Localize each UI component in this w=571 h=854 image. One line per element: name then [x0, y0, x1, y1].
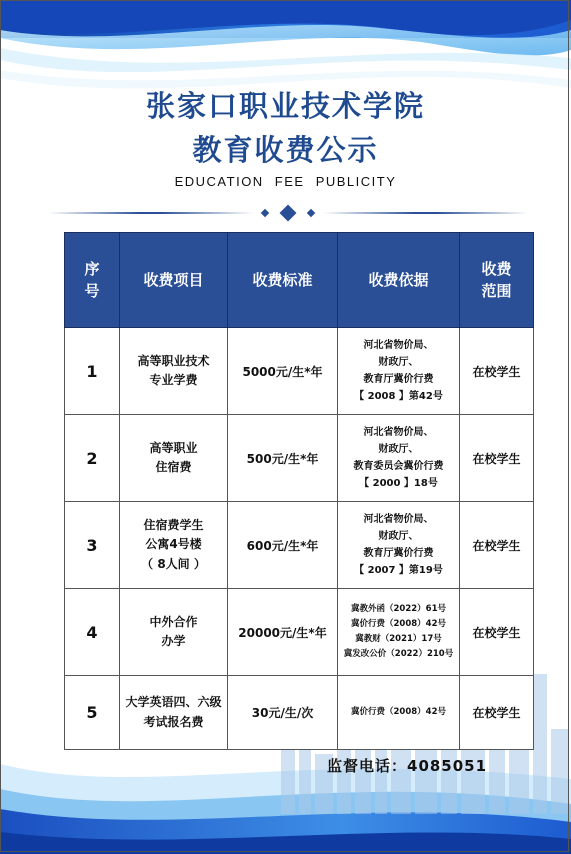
fee-basis-line: 冀价行费（2008）42号 [351, 707, 446, 718]
fee-basis [338, 328, 460, 415]
fee-item-line: 公寓4号楼 [145, 537, 202, 552]
fee-basis-line: 冀价行费（2008）42号 [351, 619, 446, 630]
fee-item-line: 高等职业 [149, 440, 198, 455]
fee-item-line: 高等职业技术 [137, 353, 210, 368]
fee-basis-line: 【 2008 】第42号 [354, 391, 443, 402]
row-number: 2 [65, 415, 120, 502]
fee-standard: 600元/生*年 [228, 502, 338, 589]
fee-standard: 5000元/生*年 [228, 328, 338, 415]
fee-item-line: 中外合作 [149, 614, 198, 629]
fee-item-line: 专业学费 [149, 373, 198, 387]
table-row [65, 676, 534, 750]
fee-basis-line: 【 2007 】第19号 [354, 565, 443, 576]
row-number: 1 [65, 328, 120, 415]
fee-item-line: 办学 [161, 634, 186, 648]
fee-basis-line: 【 2000 】18号 [359, 478, 438, 489]
fee-standard: 500元/生*年 [228, 415, 338, 502]
header-scope-line1: 收费 [481, 259, 512, 278]
fee-basis-line: 冀教外函（2022）61号 [351, 604, 446, 615]
fee-item-line: 住宿费学生 [143, 518, 204, 533]
header-basis: 收费依据 [338, 233, 460, 328]
fee-basis [338, 502, 460, 589]
fee-standard: 20000元/生*年 [228, 589, 338, 676]
fee-scope: 在校学生 [460, 502, 534, 589]
fee-basis-line: 河北省物价局、 [363, 427, 434, 438]
fee-item [120, 589, 228, 676]
fee-item [120, 328, 228, 415]
fee-basis [338, 415, 460, 502]
fee-item [120, 676, 228, 750]
fee-basis-line: 财政厅、 [378, 357, 419, 368]
supervision-hotline: 监督电话：4085051 [327, 757, 488, 775]
fee-scope: 在校学生 [460, 676, 534, 750]
fee-item [120, 502, 228, 589]
fee-item-line: （ 8人间 ） [141, 556, 206, 571]
row-number: 5 [65, 676, 120, 750]
row-number: 4 [65, 589, 120, 676]
fee-basis [338, 589, 460, 676]
fee-basis-line: 教育厅冀价行费 [363, 548, 434, 559]
fee-table-header-row [65, 233, 534, 328]
fee-basis-line: 河北省物价局、 [363, 514, 434, 525]
fee-basis-line: 河北省物价局、 [363, 340, 434, 351]
fee-basis-line: 冀发改公价（2022）210号 [343, 648, 454, 659]
fee-basis-line: 教育委员会冀价行费 [353, 461, 444, 472]
table-row [65, 502, 534, 589]
fee-standard: 30元/生/次 [228, 676, 338, 750]
fee-basis-line: 冀教财（2021）17号 [355, 634, 442, 644]
page-subtitle-en: EDUCATION FEE PUBLICITY [174, 174, 397, 189]
fee-item-line: 考试报名费 [143, 714, 204, 729]
header-no-line1: 序 [84, 259, 100, 278]
fee-basis-line: 教育厅冀价行费 [363, 374, 434, 385]
fee-basis-line: 财政厅、 [378, 444, 419, 455]
row-number: 3 [65, 502, 120, 589]
fee-basis-line: 财政厅、 [378, 531, 419, 542]
fee-scope: 在校学生 [460, 328, 534, 415]
title-divider [48, 203, 528, 223]
header-scope-line2: 范围 [481, 282, 512, 300]
page-subtitle-cn: 教育收费公示 [192, 133, 379, 167]
header-scope [460, 233, 534, 328]
table-row [65, 415, 534, 502]
header-no [65, 233, 120, 328]
header-item: 收费项目 [120, 233, 228, 328]
fee-basis [338, 676, 460, 750]
fee-table [64, 232, 534, 750]
fee-scope: 在校学生 [460, 589, 534, 676]
header-standard: 收费标准 [228, 233, 338, 328]
page-title: 张家口职业技术学院 [145, 89, 425, 123]
header-no-line2: 号 [84, 282, 100, 300]
table-row [65, 328, 534, 415]
fee-scope: 在校学生 [460, 415, 534, 502]
fee-item-line: 大学英语四、六级 [125, 695, 222, 710]
fee-item-line: 住宿费 [155, 460, 192, 474]
table-row [65, 589, 534, 676]
fee-item [120, 415, 228, 502]
